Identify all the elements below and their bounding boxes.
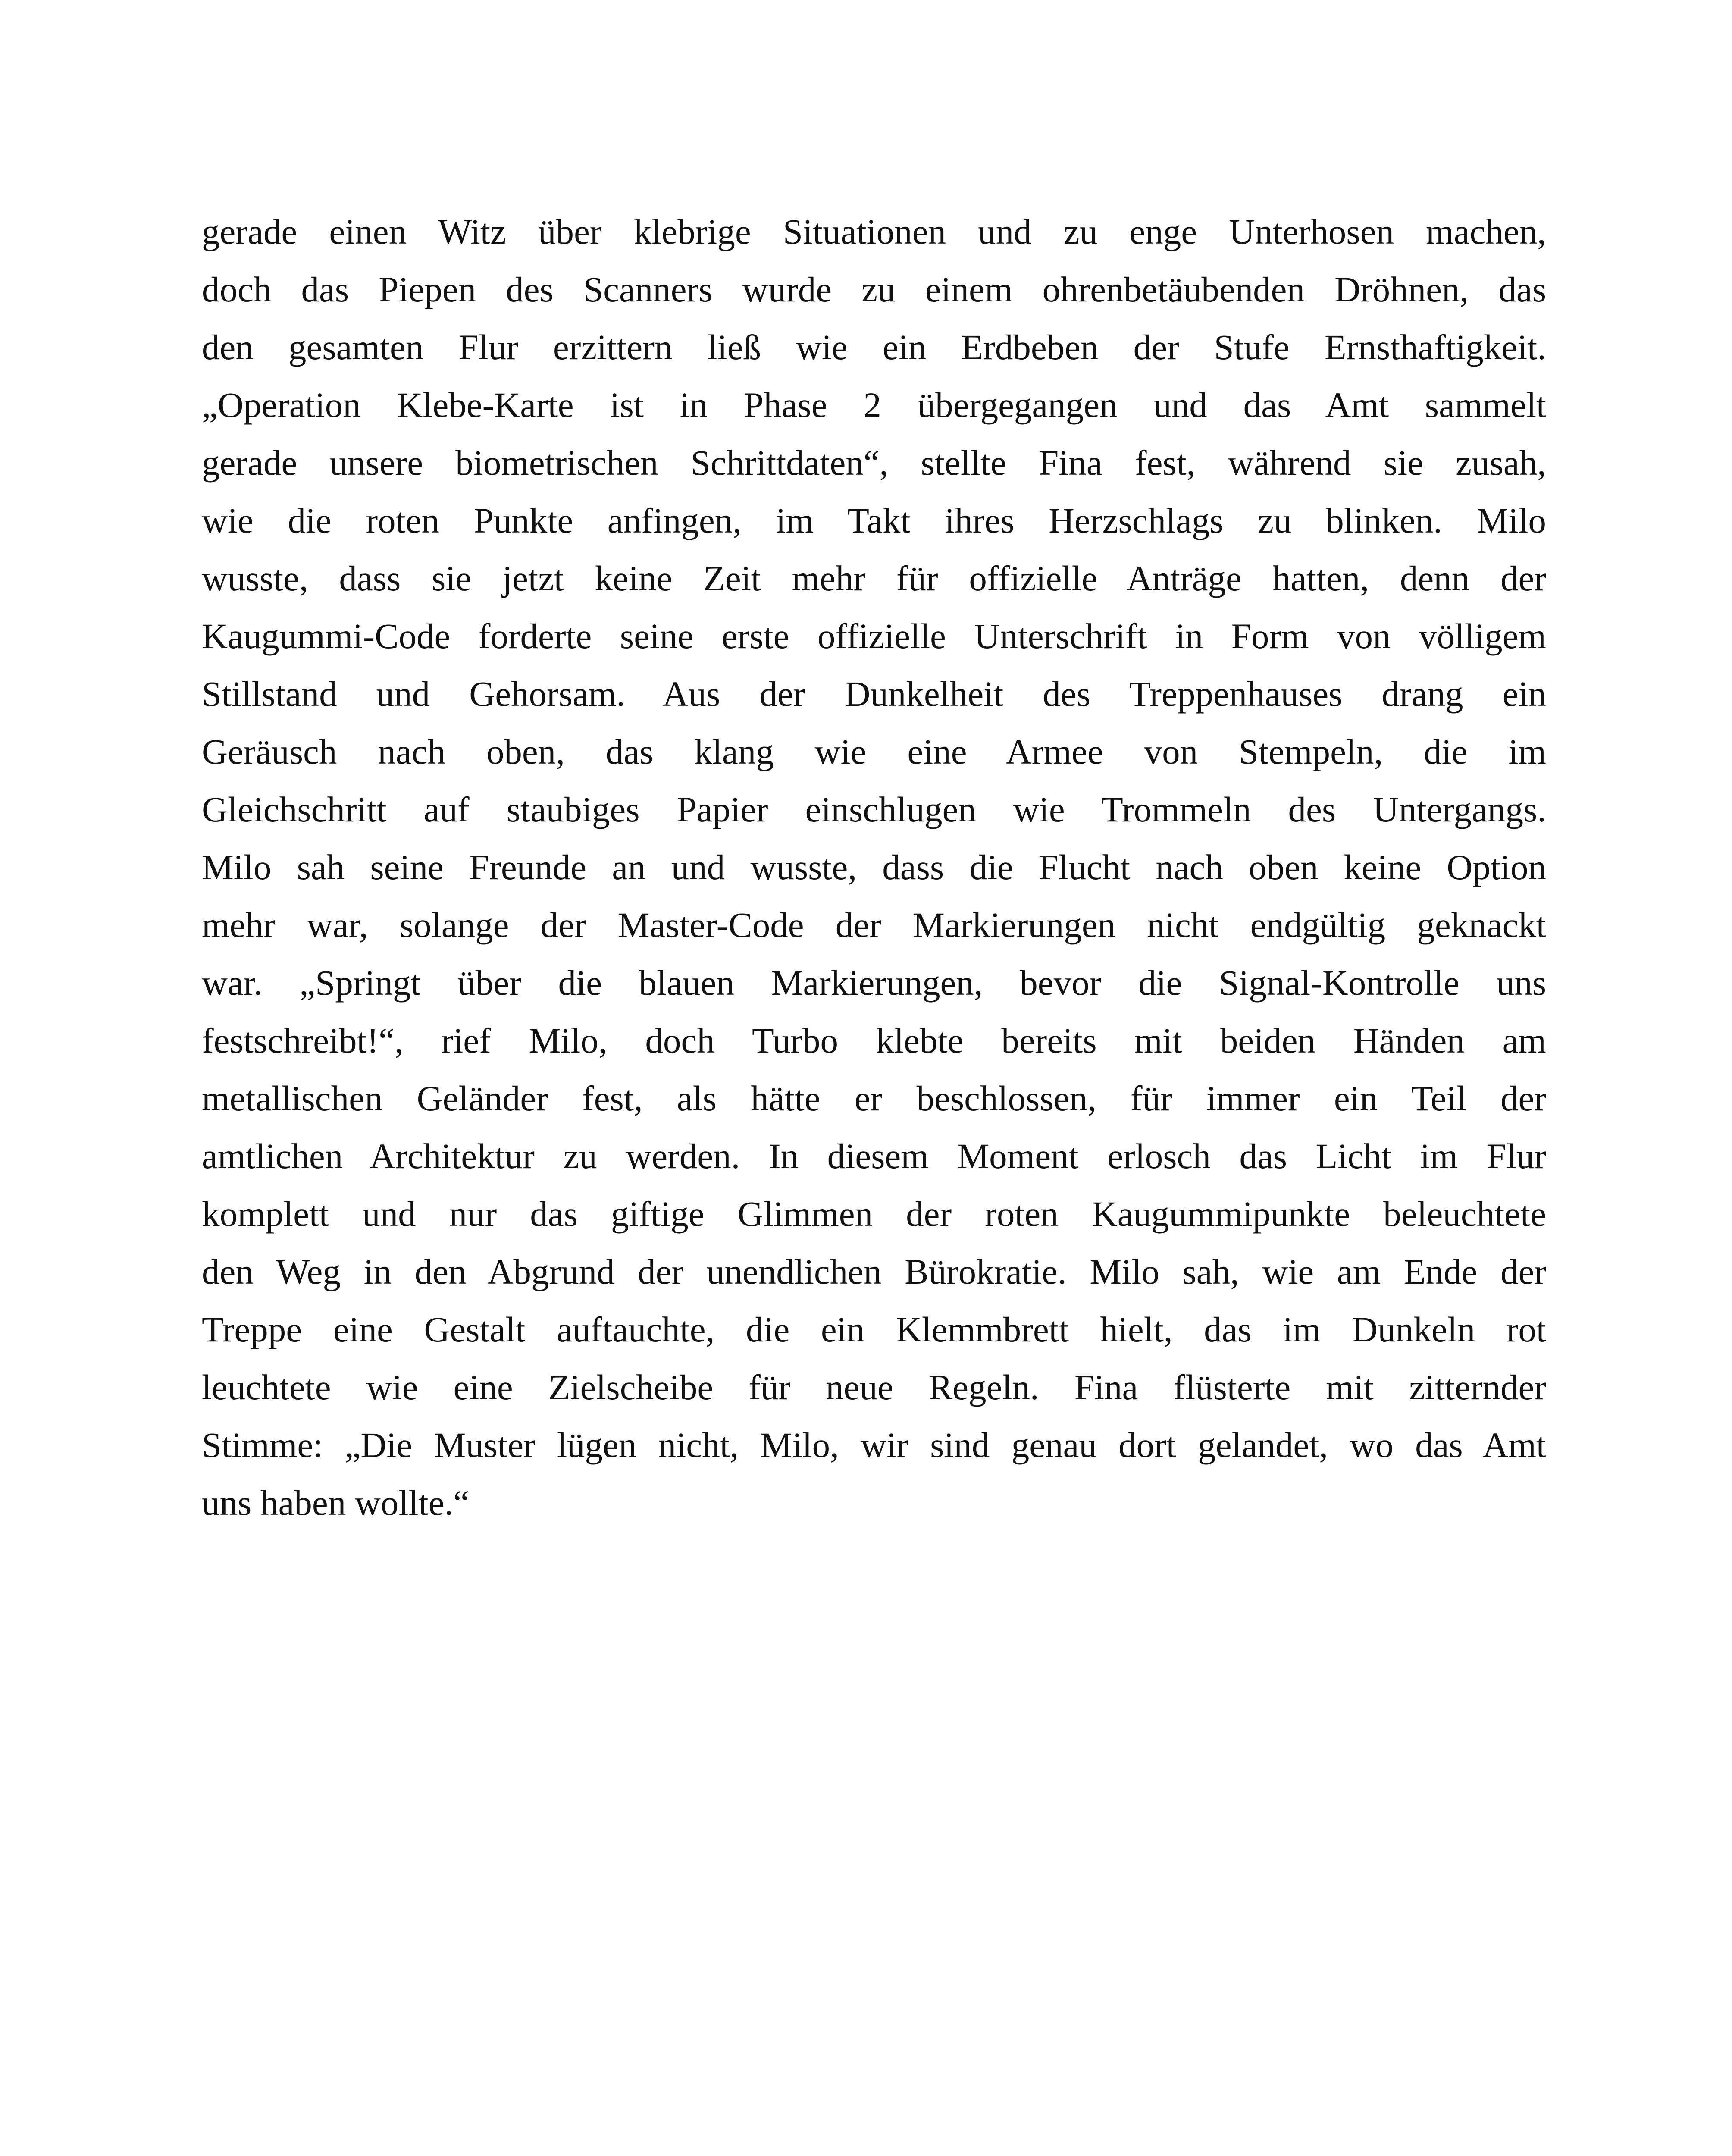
text-line: Kaugummi-Code forderte seine erste offizielle Unterschrift in Form von völligem (202, 616, 1546, 656)
body-text (202, 203, 1546, 1532)
text-line: metallischen Geländer fest, als hätte er beschlossen, für immer ein Teil der (202, 1078, 1546, 1118)
text-line: amtlichen Architektur zu werden. In diesem Moment erlosch das Licht im Flur (202, 1136, 1546, 1176)
text-line-last: uns haben wollte.“ (202, 1483, 470, 1523)
text-line: Treppe eine Gestalt auftauchte, die ein Klemmbrett hielt, das im Dunkeln rot (202, 1310, 1546, 1349)
text-line: gerade unsere biometrischen Schrittdaten“, stellte Fina fest, während sie zusah, (202, 443, 1546, 483)
text-line: Gleichschritt auf staubiges Papier einschlugen wie Trommeln des Untergangs. (202, 790, 1546, 829)
text-line: wie die roten Punkte anfingen, im Takt ihres Herzschlags zu blinken. Milo (202, 501, 1546, 540)
text-line: war. „Springt über die blauen Markierungen, bevor die Signal-Kontrolle uns (202, 963, 1546, 1003)
text-line: mehr war, solange der Master-Code der Markierungen nicht endgültig geknackt (202, 905, 1546, 945)
text-line: Geräusch nach oben, das klang wie eine Armee von Stempeln, die im (202, 732, 1546, 771)
text-line: festschreibt!“, rief Milo, doch Turbo klebte bereits mit beiden Händen am (202, 1021, 1546, 1060)
text-line: Stimme: „Die Muster lügen nicht, Milo, wir sind genau dort gelandet, wo das Amt (202, 1425, 1546, 1465)
text-line: Stillstand und Gehorsam. Aus der Dunkelheit des Treppenhauses drang ein (202, 674, 1546, 714)
text-line: doch das Piepen des Scanners wurde zu einem ohrenbetäubenden Dröhnen, das (202, 270, 1546, 309)
text-line: gerade einen Witz über klebrige Situationen und zu enge Unterhosen machen, (202, 212, 1546, 251)
text-line: Milo sah seine Freunde an und wusste, dass die Flucht nach oben keine Option (202, 847, 1546, 887)
text-line: komplett und nur das giftige Glimmen der roten Kaugummipunkte beleuchtete (202, 1194, 1546, 1234)
text-line: wusste, dass sie jetzt keine Zeit mehr für offizielle Anträge hatten, denn der (202, 558, 1546, 598)
text-line: den gesamten Flur erzittern ließ wie ein Erdbeben der Stufe Ernsthaftigkeit. (202, 327, 1546, 367)
text-line: den Weg in den Abgrund der unendlichen Bürokratie. Milo sah, wie am Ende der (202, 1252, 1546, 1291)
text-line: „Operation Klebe-Karte ist in Phase 2 übergegangen und das Amt sammelt (202, 385, 1546, 425)
text-line: leuchtete wie eine Zielscheibe für neue Regeln. Fina flüsterte mit zitternder (202, 1367, 1546, 1407)
